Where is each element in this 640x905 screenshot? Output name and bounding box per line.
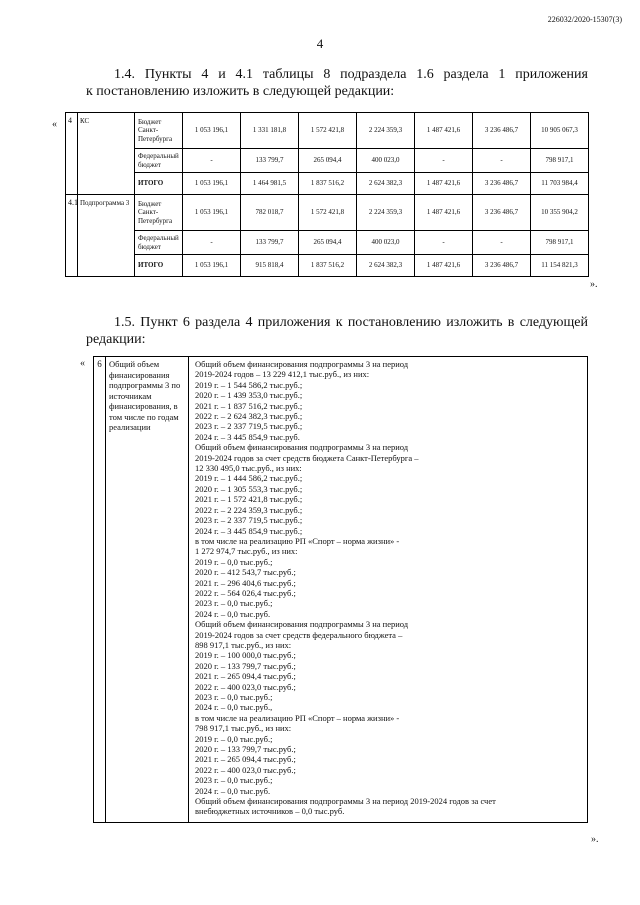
table-row xyxy=(66,173,589,195)
amount-cell: 2 624 382,3 xyxy=(357,255,415,277)
subprogram-3-financing-table xyxy=(93,356,588,823)
table-row xyxy=(66,255,589,277)
financing-line: Общий объем финансирования подпрограммы 3 на период xyxy=(195,359,409,369)
financing-line: 798 917,1 тыс.руб., из них: xyxy=(195,723,292,734)
amount-cell: 798 917,1 xyxy=(531,149,589,173)
financing-line: 2019 г. – 1 544 586,2 тыс.руб.; xyxy=(195,379,303,390)
amount-cell: 3 236 486,7 xyxy=(473,173,531,195)
amount-cell: 1 053 196,1 xyxy=(183,255,241,277)
financing-table-items-4-4-1 xyxy=(65,112,589,277)
financing-line: 2021 г. – 296 404,6 тыс.руб.; xyxy=(195,577,296,588)
amount-cell: 10 355 904,2 xyxy=(531,195,589,231)
financing-line: 2022 г. – 2 624 382,3 тыс.руб.; xyxy=(195,411,303,422)
financing-line: 2020 г. – 1 439 353,0 тыс.руб.; xyxy=(195,390,303,401)
amount-cell: - xyxy=(415,149,473,173)
financing-line: 2024 г. – 0,0 тыс.руб., xyxy=(195,702,273,713)
financing-line: 2019 г. – 100 000,0 тыс.руб.; xyxy=(195,650,296,661)
amount-cell: 1 572 421,8 xyxy=(299,195,357,231)
financing-line: Общий объем финансирования подпрограммы 3 на период xyxy=(195,442,409,453)
table-row xyxy=(66,149,589,173)
amount-cell: 2 624 382,3 xyxy=(357,173,415,195)
financing-line: 898 917,1 тыс.руб., из них: xyxy=(195,639,292,650)
item-name: Подпрограмма 3 xyxy=(78,195,135,277)
financing-line: 2021 г. – 1 572 421,8 тыс.руб.; xyxy=(195,494,303,505)
amount-cell: 1 837 516,2 xyxy=(299,255,357,277)
financing-line: 2024 г. – 3 445 854,9 тыс.руб.; xyxy=(195,525,303,536)
table-row xyxy=(66,195,589,231)
amount-cell: 1 464 981,5 xyxy=(241,173,299,195)
amount-cell: - xyxy=(473,149,531,173)
section-1-4-intro xyxy=(86,66,588,100)
amount-cell: 3 236 486,7 xyxy=(473,255,531,277)
section-1-5-intro xyxy=(86,314,588,348)
financing-line: 2023 г. – 2 337 719,5 тыс.руб.; xyxy=(195,421,303,432)
financing-line: в том числе на реализацию РП «Спорт – норма жизни» - xyxy=(195,712,400,723)
funding-source: ИТОГО xyxy=(135,255,183,277)
amount-cell: 265 094,4 xyxy=(299,149,357,173)
financing-line: 2019-2024 годов за счет средств бюджета Санкт-Петербурга – xyxy=(195,452,419,463)
amount-cell: 11 703 984,4 xyxy=(531,173,589,195)
section-1-5-line2: редакции: xyxy=(86,332,146,347)
amount-cell: 1 053 196,1 xyxy=(183,113,241,149)
item-number: 4 xyxy=(66,113,78,195)
amount-cell: 1 331 181,8 xyxy=(241,113,299,149)
amount-cell: - xyxy=(415,231,473,255)
amount-cell: 1 053 196,1 xyxy=(183,195,241,231)
funding-source: Бюджет Санкт-Петербурга xyxy=(135,113,183,149)
financing-line: 2024 г. – 0,0 тыс.руб. xyxy=(195,608,271,619)
financing-line: 2022 г. – 400 023,0 тыс.руб.; xyxy=(195,681,296,692)
amount-cell: - xyxy=(183,149,241,173)
amount-cell: 10 905 067,3 xyxy=(531,113,589,149)
row-number: 6 xyxy=(94,357,106,823)
financing-line: 2023 г. – 0,0 тыс.руб.; xyxy=(195,775,273,786)
amount-cell: 3 236 486,7 xyxy=(473,113,531,149)
page-number: 4 xyxy=(316,36,324,51)
financing-line: 2020 г. – 412 543,7 тыс.руб.; xyxy=(195,567,296,578)
amount-cell: 11 154 821,3 xyxy=(531,255,589,277)
financing-line: 2023 г. – 2 337 719,5 тыс.руб.; xyxy=(195,515,303,526)
section-1-4-line1: 1.4. Пункты 4 и 4.1 таблицы 8 подраздела 1.6 раздела 1 приложения xyxy=(114,67,588,82)
row-label: Общий объем финансирования подпрограммы 3 по источникам финансирования, в том числе по годам реализации xyxy=(106,357,189,823)
financing-line: 2023 г. – 0,0 тыс.руб.; xyxy=(195,598,273,609)
amount-cell: 1 837 516,2 xyxy=(299,173,357,195)
table-row xyxy=(66,231,589,255)
financing-line: 2019 г. – 0,0 тыс.руб.; xyxy=(195,556,273,567)
section-1-4-line2: к постановлению изложить в следующей редакции: xyxy=(86,84,395,99)
table-row xyxy=(66,113,589,149)
open-quote-2: « xyxy=(80,358,85,369)
amount-cell: 915 818,4 xyxy=(241,255,299,277)
amount-cell: 265 094,4 xyxy=(299,231,357,255)
financing-line: 2020 г. – 133 799,7 тыс.руб.; xyxy=(195,744,296,755)
financing-line: 2023 г. – 0,0 тыс.руб.; xyxy=(195,692,273,702)
funding-source: Федеральный бюджет xyxy=(135,231,183,255)
amount-cell: 1 487 421,6 xyxy=(415,255,473,277)
amount-cell: 3 236 486,7 xyxy=(473,195,531,231)
item-name: КС xyxy=(78,113,135,195)
funding-source: Бюджет Санкт-Петербурга xyxy=(135,195,183,231)
close-quote-2: ». xyxy=(591,834,599,845)
amount-cell: 400 023,0 xyxy=(357,231,415,255)
financing-line: в том числе на реализацию РП «Спорт – норма жизни» - xyxy=(195,535,400,546)
financing-line: 2019-2024 годов за счет средств федерального бюджета – xyxy=(195,629,403,640)
financing-line: 2019-2024 годов – 13 229 412,1 тыс.руб., из них: xyxy=(195,369,370,380)
financing-line: 2022 г. – 400 023,0 тыс.руб.; xyxy=(195,764,296,775)
amount-cell: 1 487 421,6 xyxy=(415,113,473,149)
financing-line: 12 330 495,0 тыс.руб., из них: xyxy=(195,463,302,474)
financing-line: 2021 г. – 1 837 516,2 тыс.руб.; xyxy=(195,400,303,411)
item-number: 4.1 xyxy=(66,195,78,277)
financing-line: Общий объем финансирования подпрограммы 3 на период 2019-2024 годов за счет xyxy=(195,796,496,807)
amount-cell: 1 487 421,6 xyxy=(415,195,473,231)
financing-line: 1 272 974,7 тыс.руб., из них: xyxy=(195,546,298,557)
financing-details xyxy=(189,357,588,823)
financing-line: внебюджетных источников – 0,0 тыс.руб. xyxy=(195,806,345,817)
amount-cell: 782 018,7 xyxy=(241,195,299,231)
amount-cell: 798 917,1 xyxy=(531,231,589,255)
amount-cell: 1 572 421,8 xyxy=(299,113,357,149)
table-row xyxy=(94,357,588,823)
amount-cell: 1 053 196,1 xyxy=(183,173,241,195)
amount-cell: - xyxy=(183,231,241,255)
amount-cell: 400 023,0 xyxy=(357,149,415,173)
funding-source: Федеральный бюджет xyxy=(135,149,183,173)
financing-line: 2020 г. – 1 305 553,3 тыс.руб.; xyxy=(195,483,303,494)
funding-source: ИТОГО xyxy=(135,173,183,195)
amount-cell: 133 799,7 xyxy=(241,231,299,255)
close-quote: ». xyxy=(590,279,598,290)
financing-line: 2024 г. – 3 445 854,9 тыс.руб. xyxy=(195,431,300,442)
financing-line: 2021 г. – 265 094,4 тыс.руб.; xyxy=(195,671,296,682)
amount-cell: 2 224 359,3 xyxy=(357,195,415,231)
financing-line: 2019 г. – 0,0 тыс.руб.; xyxy=(195,733,273,744)
amount-cell: - xyxy=(473,231,531,255)
financing-line: 2019 г. – 1 444 586,2 тыс.руб.; xyxy=(195,473,303,484)
financing-line: 2024 г. – 0,0 тыс.руб. xyxy=(195,785,271,796)
amount-cell: 2 224 359,3 xyxy=(357,113,415,149)
open-quote: « xyxy=(52,119,57,130)
financing-line: 2022 г. – 564 026,4 тыс.руб.; xyxy=(195,587,296,598)
amount-cell: 1 487 421,6 xyxy=(415,173,473,195)
document-id: 226032/2020-15307(3) xyxy=(547,15,622,24)
amount-cell: 133 799,7 xyxy=(241,149,299,173)
financing-line: Общий объем финансирования подпрограммы 3 на период xyxy=(195,619,409,630)
financing-line: 2020 г. – 133 799,7 тыс.руб.; xyxy=(195,660,296,671)
financing-line: 2021 г. – 265 094,4 тыс.руб.; xyxy=(195,754,296,765)
section-1-5-line1: 1.5. Пункт 6 раздела 4 приложения к постановлению изложить в следующей xyxy=(114,315,588,330)
financing-line: 2022 г. – 2 224 359,3 тыс.руб.; xyxy=(195,504,303,515)
